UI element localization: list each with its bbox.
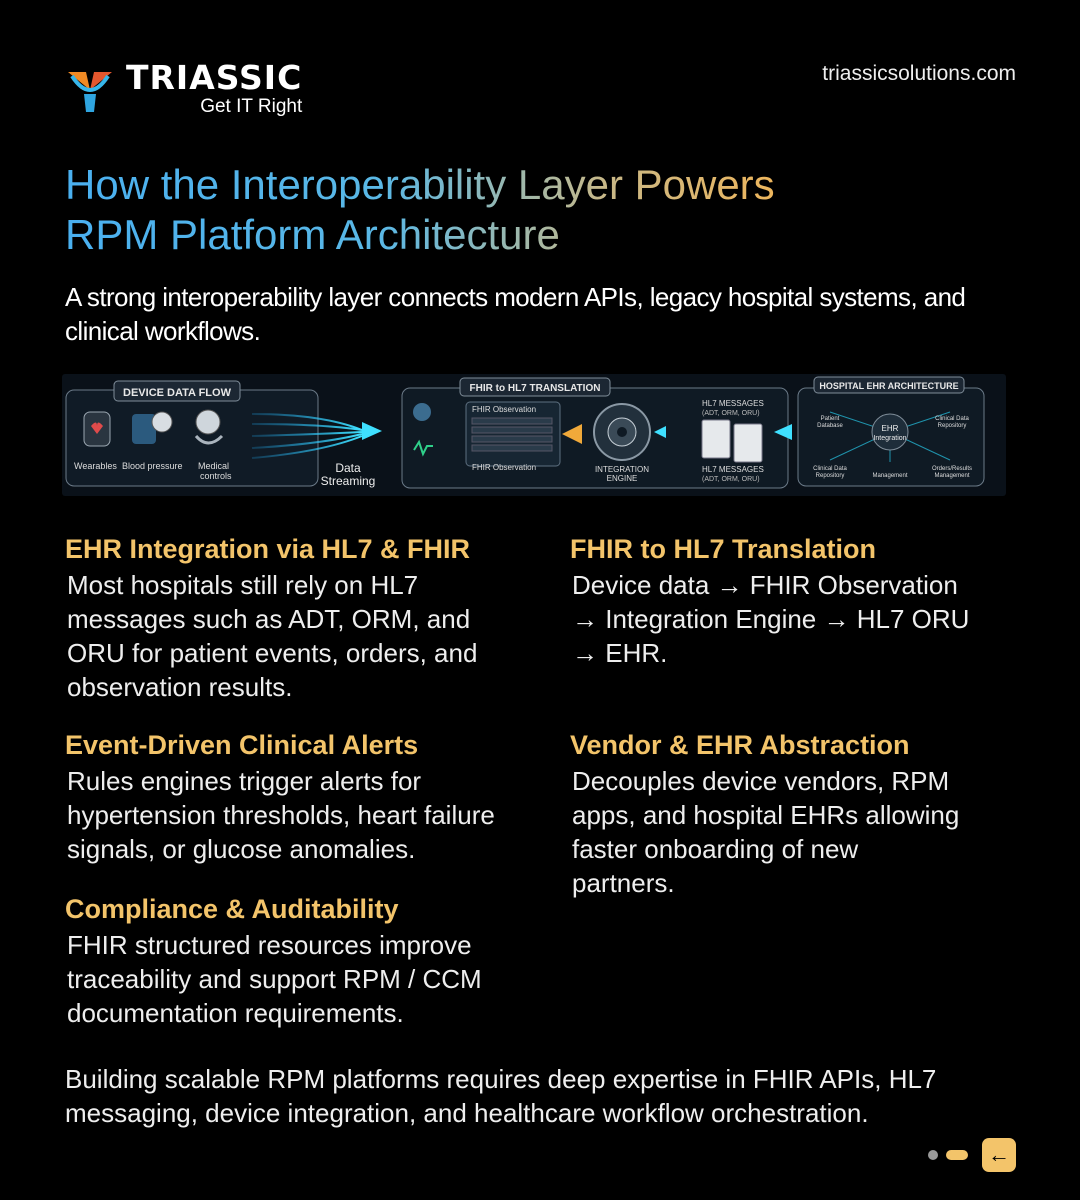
integration-engine-gear-icon bbox=[594, 404, 650, 460]
ehr-cdr-2: Repository bbox=[937, 423, 967, 429]
ehr-orders-2: Management bbox=[934, 473, 970, 479]
section-body: Decouples device vendors, RPM apps, and hospital EHRs allowing faster onboarding of new partners. bbox=[572, 766, 960, 898]
section-body: Device data → FHIR Observation → Integration Engine → HL7 ORU → EHR. bbox=[572, 570, 970, 668]
architecture-diagram bbox=[62, 374, 1006, 496]
section-title: FHIR to HL7 Translation bbox=[570, 534, 877, 564]
section-fhir-translation bbox=[570, 532, 1020, 670]
brand-tagline: Get IT Right bbox=[200, 96, 303, 117]
fhir-observation-bottom: FHIR Observation bbox=[472, 463, 537, 472]
intro-text: A strong interoperability layer connects modern APIs, legacy hospital systems, and clinical workflows. bbox=[65, 282, 966, 346]
pager-active-indicator[interactable] bbox=[946, 1150, 968, 1160]
fhir-translation-panel bbox=[402, 378, 792, 488]
label-blood-pressure: Blood pressure bbox=[122, 461, 183, 471]
back-arrow-button[interactable]: ← bbox=[982, 1138, 1016, 1172]
hl7-messages-bottom-sub: (ADT, ORM, ORU) bbox=[702, 476, 760, 483]
section-title: Vendor & EHR Abstraction bbox=[570, 730, 910, 760]
fhir-panel-title: FHIR to HL7 TRANSLATION bbox=[469, 383, 601, 394]
section-title: EHR Integration via HL7 & FHIR bbox=[65, 534, 471, 564]
section-body: FHIR structured resources improve traceability and support RPM / CCM documentation requirements. bbox=[67, 930, 482, 1028]
section-compliance bbox=[65, 892, 535, 1030]
section-vendor-abstraction bbox=[570, 728, 1020, 900]
page-title bbox=[65, 160, 965, 260]
label-streaming: Streaming bbox=[320, 474, 376, 488]
label-data: Data bbox=[335, 461, 361, 475]
brand-logo bbox=[64, 58, 303, 118]
title-line-1: How the Interoperability Layer Powers bbox=[65, 161, 775, 208]
carousel-pager bbox=[928, 1138, 1016, 1172]
device-data-flow-panel bbox=[66, 381, 382, 488]
stream-arrow-icon bbox=[362, 422, 382, 440]
hl7-messages-bottom: HL7 MESSAGES bbox=[702, 465, 764, 474]
title-line-2: RPM Platform Architecture bbox=[65, 211, 560, 258]
section-body: Rules engines trigger alerts for hypertension thresholds, heart failure signals, or glucose anomalies. bbox=[67, 766, 495, 864]
ehr-center-1: EHR bbox=[881, 424, 899, 433]
pager-dot[interactable] bbox=[928, 1150, 938, 1160]
section-clinical-alerts bbox=[65, 728, 535, 866]
ehr-cdr-1: Clinical Data bbox=[935, 416, 969, 422]
ehr-cdr-3: Clinical Data bbox=[813, 466, 847, 472]
ehr-patient-1: Patient bbox=[820, 416, 840, 422]
engine-label-2: ENGINE bbox=[606, 474, 638, 483]
section-title: Event-Driven Clinical Alerts bbox=[65, 730, 419, 760]
device-panel-title: DEVICE DATA FLOW bbox=[123, 387, 231, 399]
section-ehr-integration bbox=[65, 532, 535, 704]
hospital-ehr-panel bbox=[798, 377, 984, 486]
triassic-logo-icon bbox=[64, 64, 116, 116]
hl7-messages-top: HL7 MESSAGES bbox=[702, 399, 764, 408]
engine-label-1: INTEGRATION bbox=[594, 465, 650, 474]
brand-name: TRIASSIC bbox=[126, 58, 303, 97]
watch-icon bbox=[84, 412, 110, 446]
section-body: Most hospitals still rely on HL7 messages such as ADT, ORM, and ORU for patient events, orders, and observation results. bbox=[67, 570, 478, 702]
ehr-cdr-4: Repository bbox=[815, 473, 845, 479]
closing-text: Building scalable RPM platforms requires deep expertise in FHIR APIs, HL7 messaging, device integration, and healthcare workflow orchestration. bbox=[65, 1064, 937, 1128]
ehr-management: Management bbox=[872, 473, 908, 479]
ehr-panel-title: HOSPITAL EHR ARCHITECTURE bbox=[819, 381, 959, 391]
hl7-messages-top-sub: (ADT, ORM, ORU) bbox=[702, 410, 760, 417]
fhir-observation-top: FHIR Observation bbox=[472, 405, 537, 414]
label-controls: controls bbox=[200, 471, 232, 481]
ehr-orders-1: Orders/Results bbox=[931, 466, 973, 472]
ehr-center-2: Integration bbox=[873, 435, 907, 442]
label-medical: Medical bbox=[198, 461, 230, 471]
section-title: Compliance & Auditability bbox=[65, 894, 399, 924]
label-wearables: Wearables bbox=[74, 461, 117, 471]
ehr-patient-2: Database bbox=[817, 423, 843, 429]
user-icon bbox=[413, 403, 431, 421]
website-link[interactable]: triassicsolutions.com bbox=[822, 62, 1016, 85]
